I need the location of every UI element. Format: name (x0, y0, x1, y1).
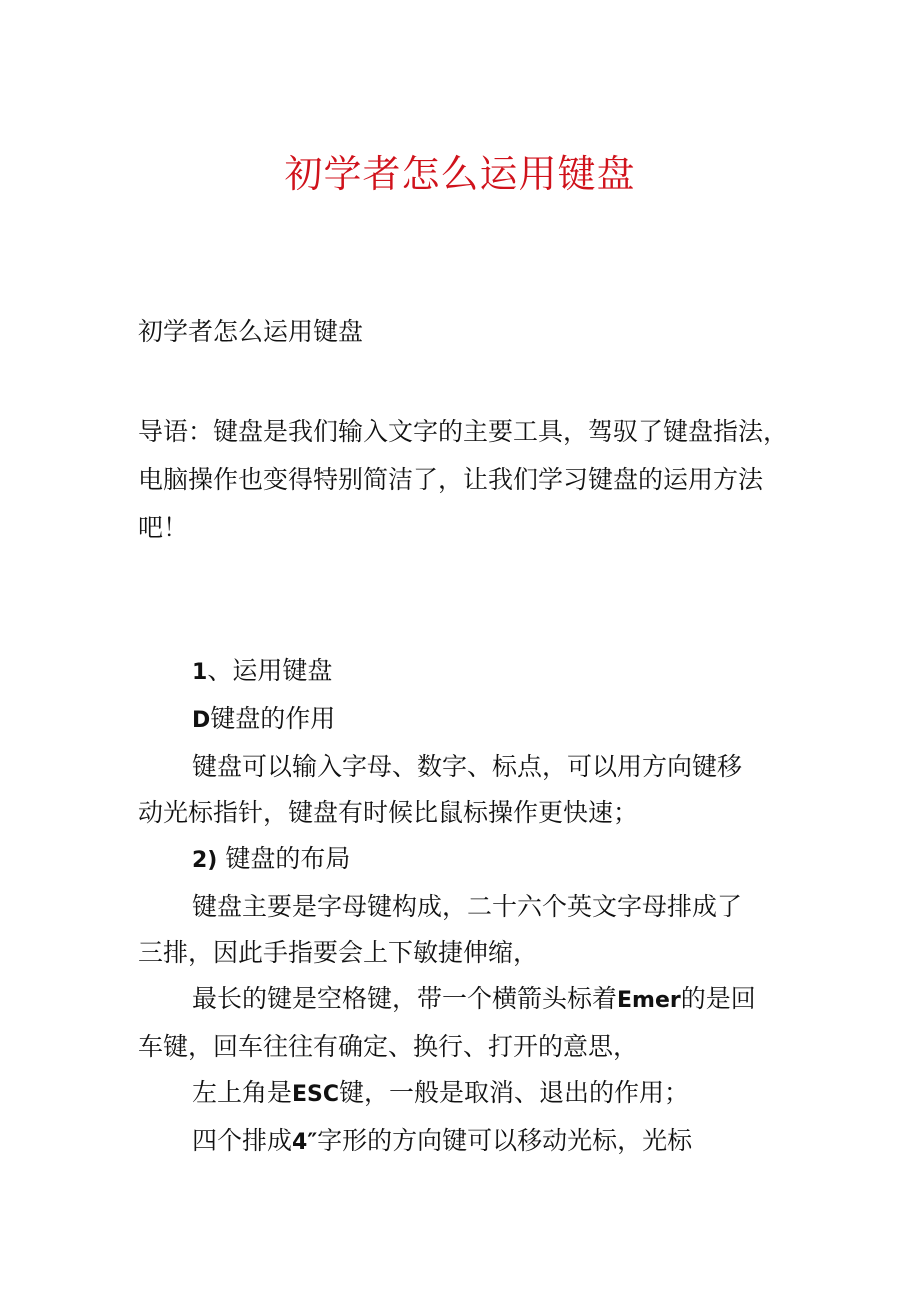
paragraph-line: 键盘可以输入字母、数字、标点，可以用方向键移 (192, 752, 743, 781)
section-number: 1 (192, 660, 208, 685)
document-subtitle: 初学者怎么运用键盘 (138, 317, 364, 346)
text-run: 最长的键是空格键，带一个横箭头标着 (192, 984, 618, 1013)
text-run: 字形的方向键可以移动光标，光标 (317, 1126, 693, 1155)
text-run: 的是回 (680, 984, 756, 1013)
paragraph-line: 动光标指针，键盘有时候比鼠标操作更快速； (138, 798, 639, 827)
paragraph-line: 三排，因此手指要会上下敏捷伸缩， (138, 938, 539, 967)
paragraph-line (138, 1118, 798, 1166)
list-item-text: 键盘的作用 (210, 704, 336, 733)
text-run: 键，一般是取消、退出的作用； (339, 1078, 690, 1107)
text-run: 四个排成 (192, 1126, 293, 1155)
list-item-heading (138, 696, 798, 744)
document-body (138, 648, 798, 1166)
key-name: Emer (617, 988, 681, 1013)
section-heading-text: 、运用键盘 (207, 656, 333, 685)
list-item-marker: 2) (192, 848, 218, 873)
key-name: 4″ (292, 1130, 318, 1155)
text-run: 左上角是 (192, 1078, 293, 1107)
paragraph-line (138, 1070, 798, 1118)
paragraph-line (138, 976, 798, 1024)
intro-line: 吧！ (138, 513, 189, 542)
list-item-marker: D (192, 708, 211, 733)
key-name: ESC (292, 1082, 340, 1107)
intro-paragraph (138, 408, 798, 552)
list-item-text: 键盘的布局 (217, 844, 351, 873)
document-title: 初学者怎么运用键盘 (284, 152, 636, 196)
intro-line: 电脑操作也变得特别简洁了，让我们学习键盘的运用方法 (138, 465, 764, 494)
paragraph-line: 车键，回车往往有确定、换行、打开的意思， (138, 1032, 639, 1061)
paragraph-line: 键盘主要是字母键构成，二十六个英文字母排成了 (192, 892, 743, 921)
section-heading (138, 648, 798, 696)
intro-line: 导语：键盘是我们输入文字的主要工具，驾驭了键盘指法， (138, 417, 789, 446)
list-item-heading (138, 836, 798, 884)
